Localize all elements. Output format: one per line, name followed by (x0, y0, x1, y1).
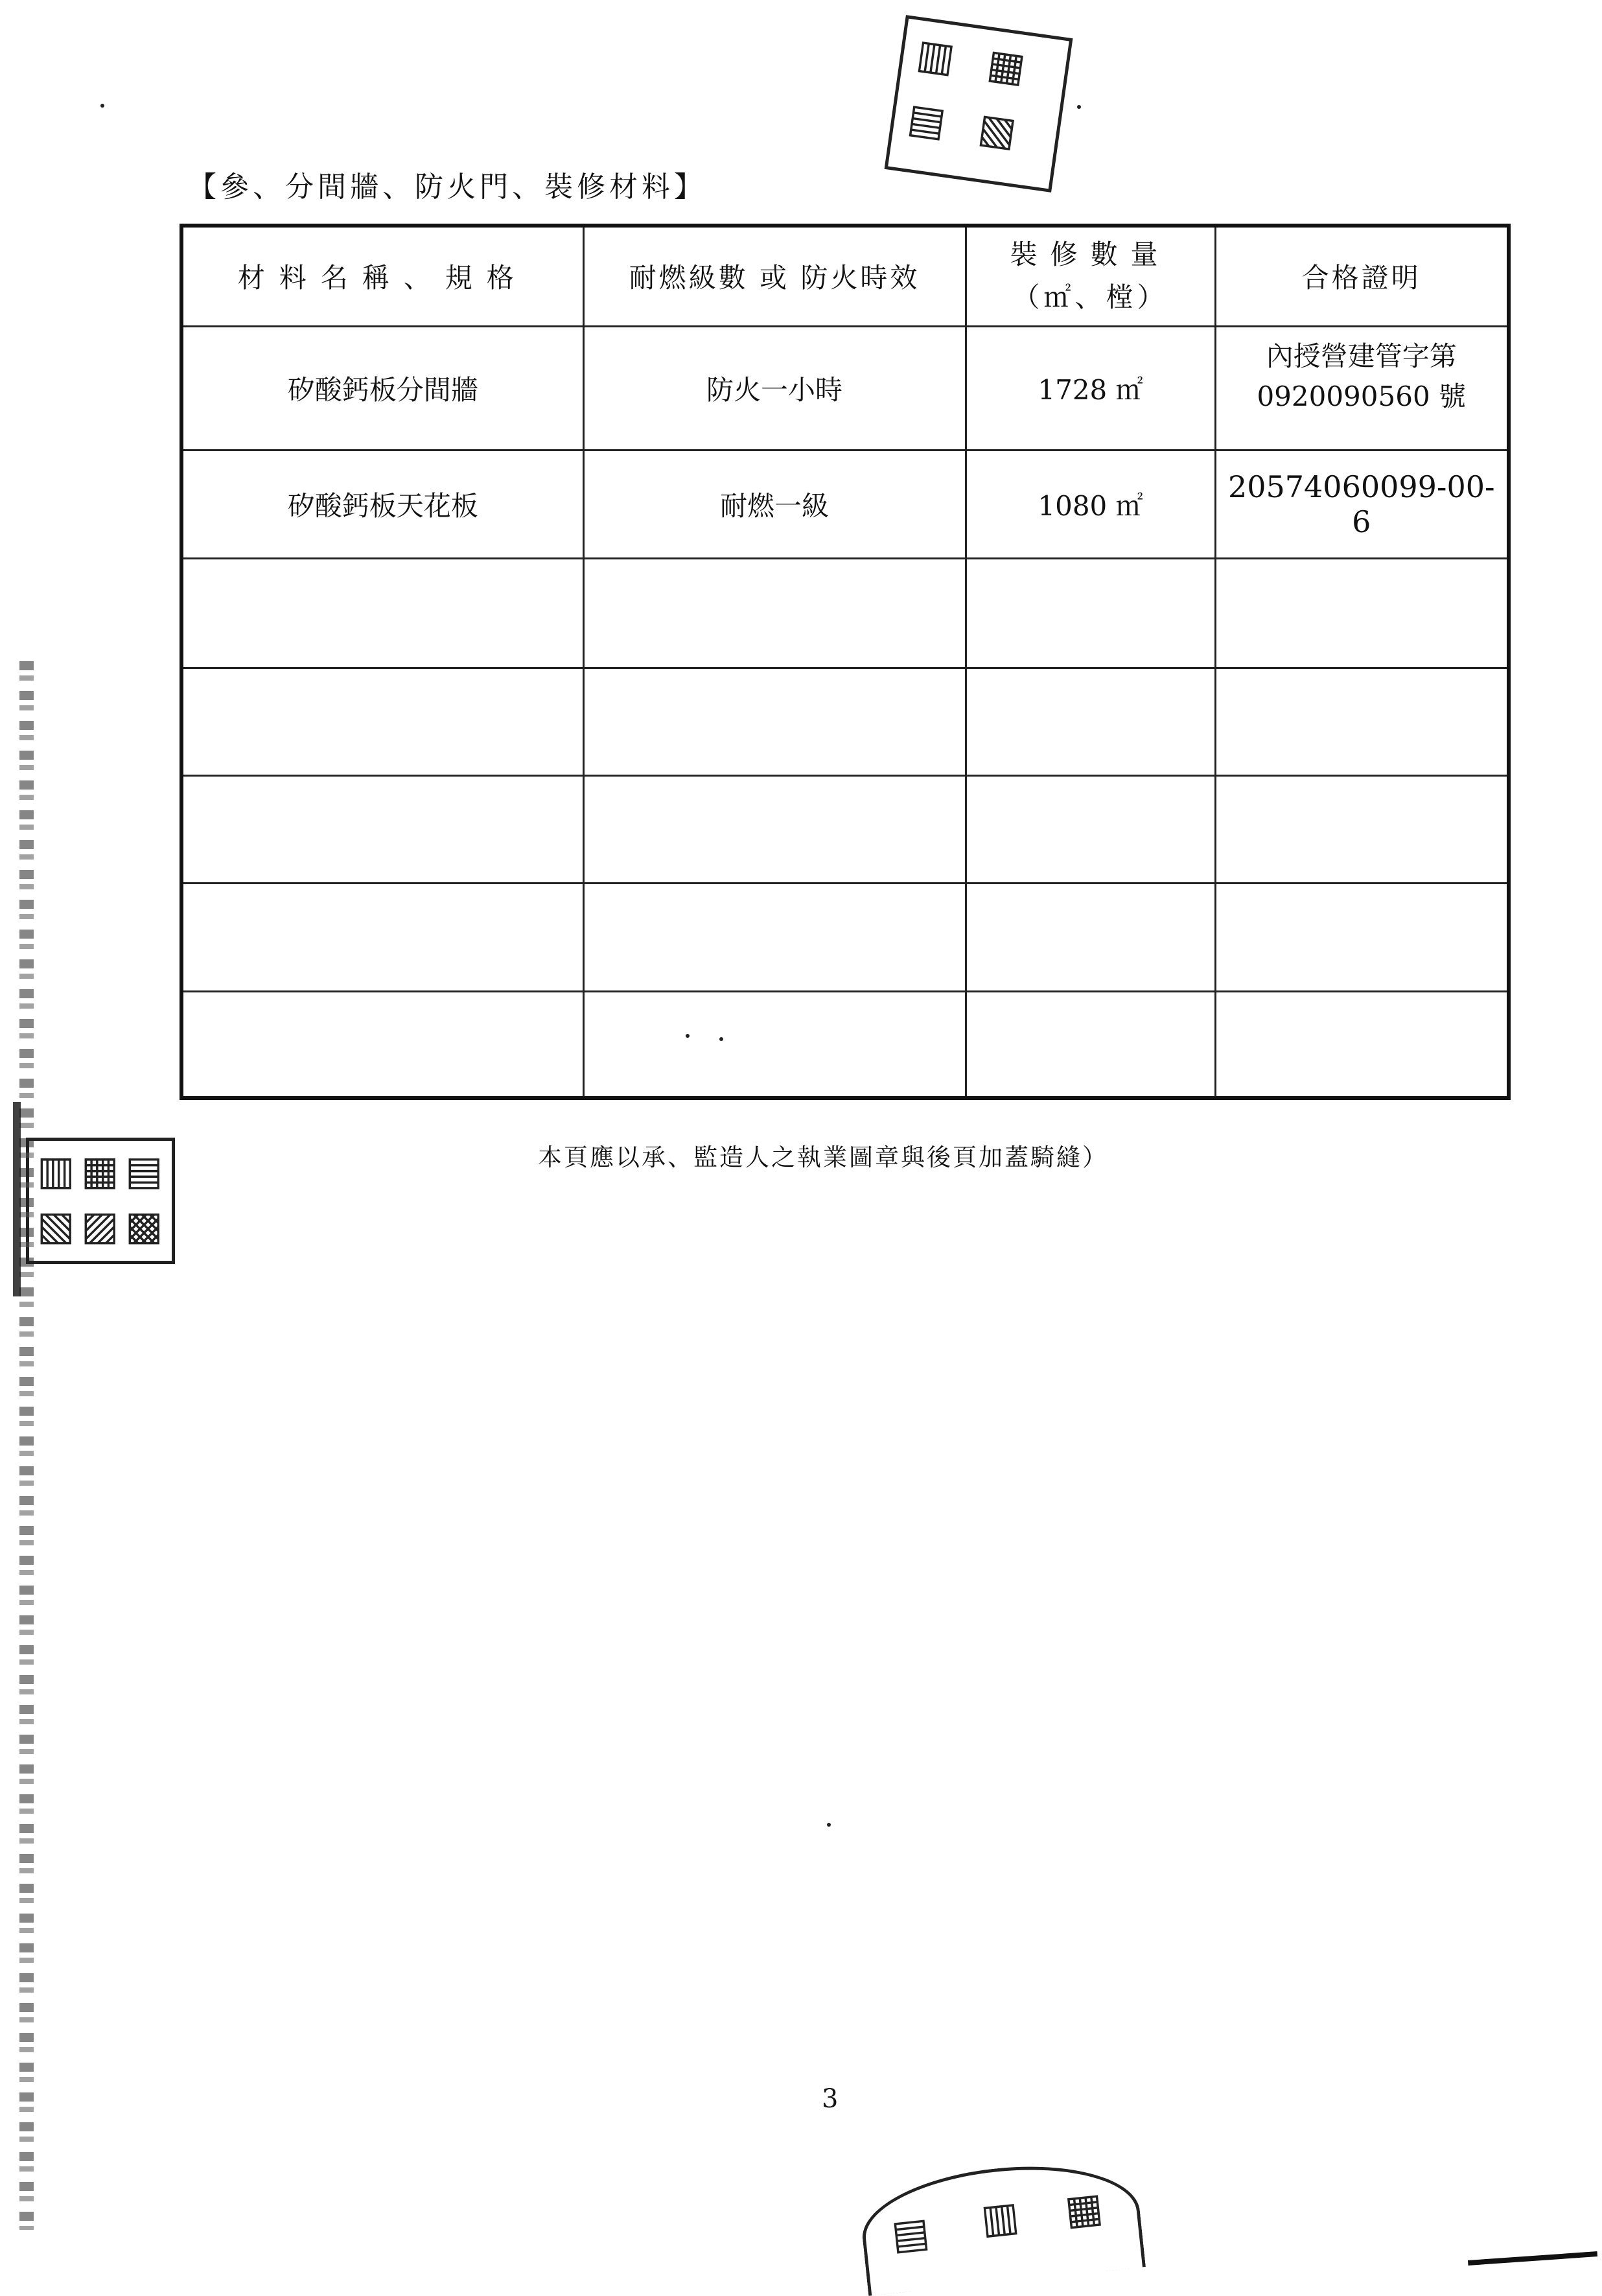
header-quantity-label: 裝修數量 (1010, 239, 1171, 271)
cell-certificate (1215, 326, 1509, 450)
header-certificate: 合格證明 (1215, 226, 1509, 326)
cell-fire-rating: 防火一小時 (583, 326, 966, 450)
certificate-line-2: 0920090560 號 (1257, 380, 1467, 412)
scan-speck (686, 1034, 690, 1038)
cell-quantity: 1728 ㎡ (966, 326, 1215, 450)
materials-table (180, 224, 1511, 1100)
page-number: 3 (822, 2084, 839, 2114)
seal-note: 本頁應以承、監造人之執業圖章與後頁加蓋騎縫） (538, 1143, 1108, 1171)
table-row-empty (181, 668, 1509, 775)
table-row-empty (181, 884, 1509, 991)
scan-speck (719, 1037, 723, 1041)
scan-corner-mark (1468, 2251, 1597, 2266)
seal-stamp-bottom: ▤ ▥ ▦ (857, 2154, 1146, 2296)
header-quantity (966, 226, 1215, 326)
seal-stamp-top: ▥ ▦ ▤ ▧ (885, 15, 1073, 193)
scan-speck (827, 1823, 831, 1827)
scan-speck (100, 104, 104, 108)
scan-edge-artifact (13, 1102, 21, 1296)
cell-material-name: 矽酸鈣板天花板 (181, 450, 583, 558)
cell-material-name: 矽酸鈣板分間牆 (181, 326, 583, 450)
table-row-empty (181, 775, 1509, 883)
scan-speck (1077, 105, 1081, 109)
cell-fire-rating: 耐燃一級 (583, 450, 966, 558)
header-fire-rating: 耐燃級數 或 防火時效 (583, 226, 966, 326)
seal-stamp-left: ▥ ▦ ▤ ▧ ▨ ▩ (26, 1138, 175, 1264)
cell-certificate: 20574060099-00-6 (1215, 450, 1509, 558)
header-quantity-unit: （㎡、樘） (1012, 281, 1168, 314)
scan-edge-artifact (19, 661, 34, 2230)
section-title: 【參、分間牆、防火門、裝修材料】 (188, 170, 706, 204)
certificate-line-1: 內授營建管字第 (1266, 340, 1457, 372)
header-material-name: 材料名稱、規格 (181, 226, 583, 326)
table-row (181, 450, 1509, 558)
table-row-empty (181, 991, 1509, 1098)
table-header-row (181, 226, 1509, 326)
cell-quantity: 1080 ㎡ (966, 450, 1215, 558)
table-row (181, 326, 1509, 450)
table-row-empty (181, 559, 1509, 668)
